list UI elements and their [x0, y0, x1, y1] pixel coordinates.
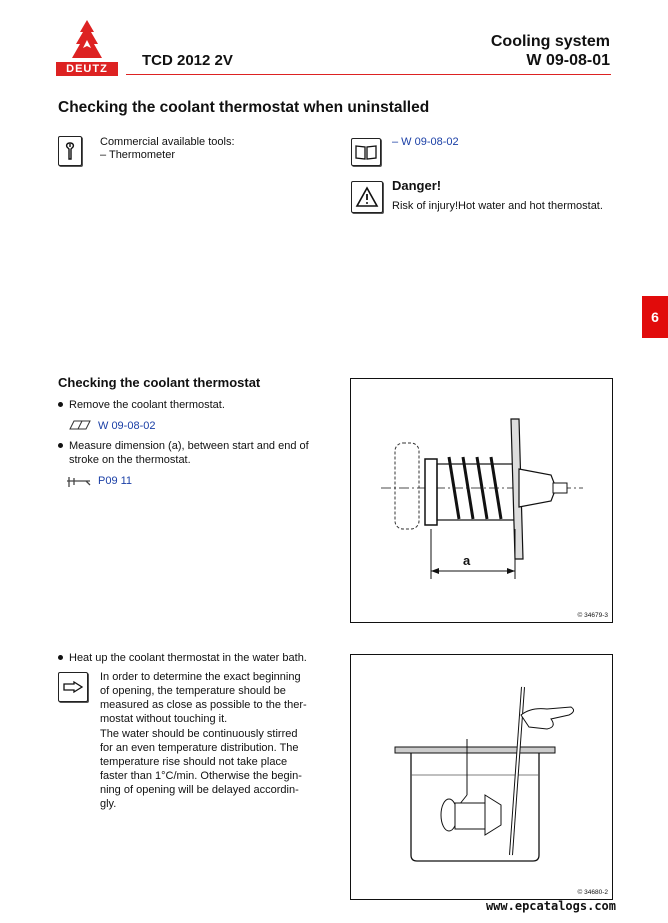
heat-note1-line2: of opening, the temperature should be	[100, 685, 286, 697]
heat-note1	[100, 670, 322, 726]
reference-link[interactable]: – W 09-08-02	[392, 136, 459, 148]
heat-note1-line1: In order to determine the exact beginning	[100, 671, 301, 683]
book-ref-icon	[68, 418, 92, 436]
heat-note2-line1: The water should be continuously stirred	[100, 728, 298, 740]
water-bath-figure	[350, 654, 613, 900]
section-code: W 09-08-01	[526, 52, 610, 69]
heat-note2-line2: for an even temperature distribution. The	[100, 742, 299, 754]
step-remove-ref[interactable]: W 09-08-02	[98, 420, 156, 432]
step-remove-text: Remove the coolant thermostat.	[69, 399, 225, 411]
heat-note1-line3: measured as close as possible to the ther-	[100, 699, 307, 711]
heat-note1-line4: mostat without touching it.	[100, 713, 228, 725]
step-measure-ref[interactable]: P09 11	[98, 475, 133, 487]
wrench-icon	[58, 136, 82, 166]
step-measure-line1: Measure dimension (a), between start and end of	[69, 440, 309, 452]
subsection-title: Checking the coolant thermostat	[58, 375, 261, 390]
tools-label: Commercial available tools:	[100, 136, 235, 148]
tools-item: – Thermometer	[100, 149, 175, 161]
heat-note2-line6: gly.	[100, 798, 117, 810]
chapter-tab[interactable]: 6	[642, 296, 668, 338]
heat-note2-line4: faster than 1°C/min. Otherwise the begin-	[100, 770, 302, 782]
brand-wordmark: DEUTZ	[56, 62, 118, 76]
caliper-icon	[66, 475, 92, 494]
figure1-id: © 34679-3	[577, 612, 608, 619]
hand-note-icon	[58, 672, 88, 702]
header-divider	[126, 74, 611, 75]
danger-title: Danger!	[392, 178, 442, 193]
step-measure-line2: stroke on the thermostat.	[69, 454, 191, 466]
page-title: Checking the coolant thermostat when uninstalled	[58, 99, 430, 116]
footer-url[interactable]: www.epcatalogs.com	[485, 899, 616, 913]
heat-note2	[100, 727, 322, 811]
step-measure	[58, 439, 309, 453]
warning-icon	[351, 181, 383, 213]
heat-note2-line3: temperature rise should not take place	[100, 756, 288, 768]
step-heat-text: Heat up the coolant thermostat in the water bath.	[69, 652, 307, 664]
dimension-label: a	[463, 553, 471, 568]
heat-note2-line5: ning of opening will be delayed accordin-	[100, 784, 299, 796]
figure2-id: © 34680-2	[577, 889, 608, 896]
section-title: Cooling system	[490, 33, 610, 50]
book-icon	[351, 138, 381, 166]
model-name: TCD 2012 2V	[142, 52, 233, 69]
step-heat	[58, 651, 307, 665]
danger-text: Risk of injury!Hot water and hot thermostat.	[392, 200, 603, 212]
thermostat-figure	[350, 378, 613, 623]
step-remove	[58, 398, 225, 412]
